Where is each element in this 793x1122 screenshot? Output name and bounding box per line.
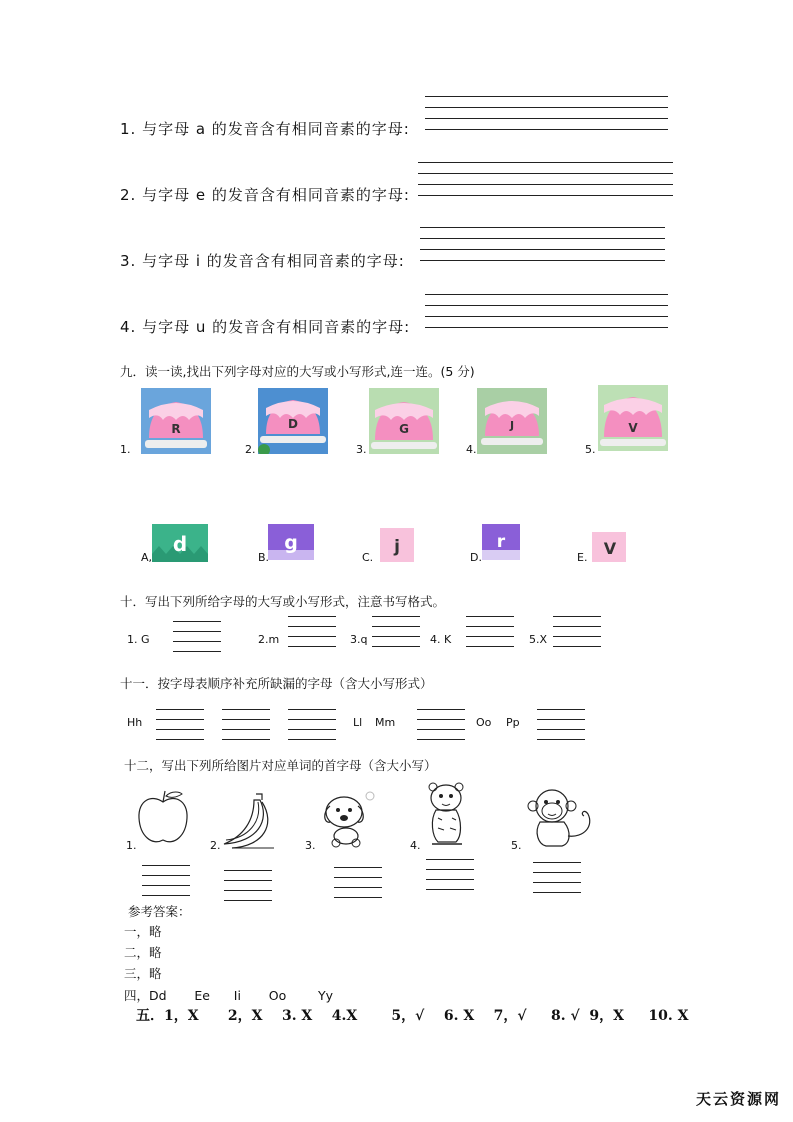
sec10-item-2: 2.m	[258, 633, 280, 646]
pic-number-2: 2.	[210, 839, 221, 852]
dog-icon	[318, 788, 380, 848]
letter-tile-b	[268, 524, 314, 560]
question-3: 3. 与字母 i 的发音含有相同音素的字母:	[120, 252, 405, 270]
answer-5: 五．1，X 2，X 3. X 4.X 5，√ 6. X 7，√ 8. √ 9，X 10. X	[136, 1008, 689, 1024]
sec11-item-hh: Hh	[127, 716, 143, 729]
writing-lines	[425, 96, 668, 132]
writing-lines	[224, 870, 272, 902]
sec11-item-ll: Ll	[353, 716, 363, 729]
sec11-item-pp: Pp	[506, 716, 520, 729]
cake-letter: D	[288, 417, 298, 431]
answer-3: 三，略	[124, 966, 162, 981]
tiger-icon	[420, 780, 478, 848]
writing-lines	[288, 616, 336, 648]
cake-letter: R	[171, 422, 181, 436]
cake-image-2	[258, 388, 328, 454]
watermark: 天云资源网	[696, 1090, 782, 1108]
section-12-title: 十二，写出下列所给图片对应单词的首字母（含大小写）	[124, 758, 437, 773]
writing-lines	[418, 162, 673, 198]
sec11-item-mm: Mm	[375, 716, 396, 729]
writing-lines	[288, 709, 336, 741]
answers-title: 参考答案：	[128, 904, 191, 919]
writing-lines	[426, 859, 474, 891]
letter-tile-a	[152, 524, 208, 562]
cake-number-4: 4.	[466, 443, 477, 456]
pic-number-5: 5.	[511, 839, 522, 852]
tile-letter: g	[284, 532, 298, 554]
writing-lines	[334, 867, 382, 899]
writing-lines	[537, 709, 585, 741]
pic-number-4: 4.	[410, 839, 421, 852]
tile-letter: d	[172, 532, 188, 556]
answer-4: 四，Dd Ee Ii Oo Yy	[124, 988, 334, 1003]
answer-1: 一，略	[124, 924, 162, 939]
writing-lines	[425, 294, 668, 330]
sec10-item-1: 1. G	[127, 633, 150, 646]
cake-image-4	[477, 388, 547, 454]
tile-label-a: A,	[141, 551, 153, 564]
tile-letter: V	[603, 539, 617, 558]
section-10-title: 十．写出下列所给字母的大写或小写形式，注意书写格式。	[120, 594, 446, 609]
tile-label-e: E.	[577, 551, 588, 564]
monkey-icon	[524, 786, 600, 850]
cake-image-1	[141, 388, 211, 454]
writing-lines	[417, 709, 465, 741]
section-11-title: 十一．按字母表顺序补充所缺漏的字母（含大小写形式）	[120, 676, 433, 691]
writing-lines	[222, 709, 270, 741]
banana-icon	[218, 790, 278, 850]
cake-letter: G	[399, 422, 409, 436]
tile-label-c: C.	[362, 551, 374, 564]
answer-2: 二，略	[124, 945, 162, 960]
sec10-item-3: 3.q	[350, 633, 368, 646]
writing-lines	[466, 616, 514, 648]
cake-number-3: 3.	[356, 443, 367, 456]
cake-letter: J	[509, 419, 515, 432]
section-9-title: 九．读一读,找出下列字母对应的大写或小写形式,连一连。(5 分)	[120, 364, 475, 379]
letter-tile-e	[592, 532, 626, 562]
sec10-item-4: 4. K	[430, 633, 452, 646]
tile-letter: j	[394, 537, 400, 557]
pic-number-3: 3.	[305, 839, 316, 852]
cake-number-5: 5.	[585, 443, 596, 456]
writing-lines	[173, 621, 221, 653]
sec11-item-oo: Oo	[476, 716, 492, 729]
question-2: 2. 与字母 e 的发音含有相同音素的字母:	[120, 186, 410, 204]
writing-lines	[420, 227, 665, 263]
letter-tile-d	[482, 524, 520, 560]
tile-label-d: D.	[470, 551, 482, 564]
sec10-item-5: 5.X	[529, 633, 548, 646]
cake-image-5	[598, 385, 668, 451]
letter-tile-c	[380, 528, 414, 562]
question-4: 4. 与字母 u 的发音含有相同音素的字母:	[120, 318, 411, 336]
writing-lines	[553, 616, 601, 648]
question-1: 1. 与字母 a 的发音含有相同音素的字母:	[120, 120, 410, 138]
writing-lines	[372, 616, 420, 648]
cake-image-3	[369, 388, 439, 454]
cake-number-1: 1.	[120, 443, 131, 456]
tile-letter: r	[496, 532, 506, 552]
writing-lines	[156, 709, 204, 741]
tile-label-b: B.	[258, 551, 270, 564]
pic-number-1: 1.	[126, 839, 137, 852]
cake-letter: V	[628, 421, 638, 435]
apple-icon	[134, 788, 192, 848]
writing-lines	[533, 862, 581, 894]
cake-number-2: 2.	[245, 443, 256, 456]
writing-lines	[142, 865, 190, 897]
